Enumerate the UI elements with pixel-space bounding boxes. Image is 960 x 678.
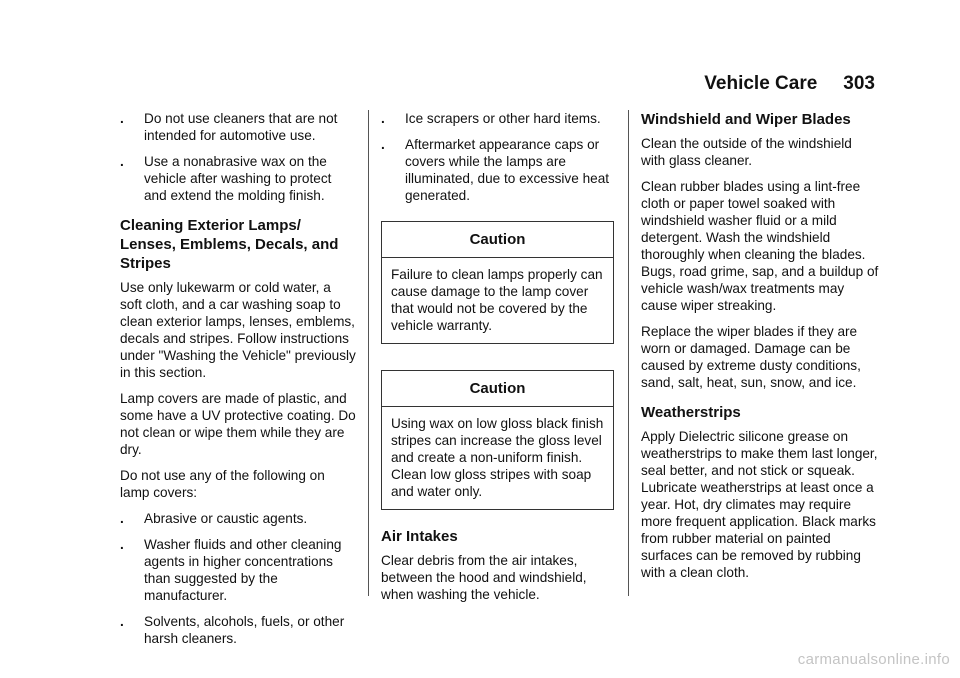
bullet-marker: . bbox=[120, 111, 124, 126]
bullet-marker: . bbox=[120, 154, 124, 169]
column-1 bbox=[120, 110, 356, 656]
list-item-text: Use a nonabrasive wax on the vehicle after washing to protect and extend the molding finish. bbox=[144, 154, 332, 203]
page-header bbox=[700, 73, 875, 95]
column-divider bbox=[368, 110, 369, 596]
caution-title: Caution bbox=[382, 222, 613, 258]
section-heading-weatherstrips: Weatherstrips bbox=[641, 404, 741, 421]
section-heading-exterior-lamps: Cleaning Exterior Lamps/ Lenses, Emblems, Decals, and Stripes bbox=[120, 217, 339, 272]
caution-text: Failure to clean lamps properly can cause damage to the lamp cover that would not be covered by the vehicle warranty. bbox=[391, 267, 603, 333]
section-heading-air-intakes: Air Intakes bbox=[381, 528, 458, 545]
list-item-text: Do not use cleaners that are not intended for automotive use. bbox=[144, 111, 338, 143]
list-item-text: Abrasive or caustic agents. bbox=[144, 511, 308, 526]
bullet-marker: . bbox=[120, 537, 124, 552]
list-item bbox=[381, 136, 613, 204]
bullet-marker: . bbox=[381, 137, 385, 152]
list-item bbox=[120, 153, 356, 204]
caution-box bbox=[381, 221, 614, 344]
bullet-marker: . bbox=[381, 111, 385, 126]
paragraph: Replace the wiper blades if they are worn or damaged. Damage can be caused by extreme dusty conditions, sand, salt, heat, sun, snow, and ice. bbox=[641, 324, 861, 390]
section-title: Vehicle Care bbox=[704, 73, 818, 94]
bullet-marker: . bbox=[120, 511, 124, 526]
page-number: 303 bbox=[843, 73, 875, 94]
paragraph: Clear debris from the air intakes, between the hood and windshield, when washing the vehicle. bbox=[381, 553, 587, 602]
list-item bbox=[120, 536, 356, 604]
bullet-marker: . bbox=[120, 614, 124, 629]
list-item-text: Ice scrapers or other hard items. bbox=[405, 111, 601, 126]
list-item bbox=[120, 510, 356, 527]
column-2 bbox=[381, 110, 613, 612]
paragraph: Clean rubber blades using a lint-free cloth or paper towel soaked with windshield washer fluid or a mild detergent. Wash the windshield thoroughly when cleaning the blades. Bugs, road grime, sap, and a buildup of vehicle wash/wax treatments may cause wiper streaking. bbox=[641, 179, 879, 313]
list-item-text: Washer fluids and other cleaning agents in higher concentrations than suggested by the manufacturer. bbox=[144, 537, 342, 603]
caution-title: Caution bbox=[382, 371, 613, 407]
list-item bbox=[120, 110, 356, 144]
caution-box bbox=[381, 370, 614, 510]
list-item bbox=[120, 613, 356, 647]
paragraph: Do not use any of the following on lamp covers: bbox=[120, 468, 325, 500]
paragraph: Use only lukewarm or cold water, a soft cloth, and a car washing soap to clean exterior lamps, lenses, emblems, decals and stripes. Follow instructions under "Washing the Vehicle" previously in this section. bbox=[120, 280, 356, 380]
paragraph: Lamp covers are made of plastic, and some have a UV protective coating. Do not clean or wipe them while they are dry. bbox=[120, 391, 356, 457]
caution-text: Using wax on low gloss black finish stripes can increase the gloss level and create a non-uniform finish. Clean low gloss stripes with soap and water only. bbox=[391, 416, 604, 499]
column-3 bbox=[641, 110, 879, 590]
section-heading-windshield: Windshield and Wiper Blades bbox=[641, 111, 851, 128]
list-item-text: Aftermarket appearance caps or covers while the lamps are illuminated, due to excessive heat generated. bbox=[405, 137, 610, 203]
list-item-text: Solvents, alcohols, fuels, or other harsh cleaners. bbox=[144, 614, 345, 646]
column-divider bbox=[628, 110, 629, 596]
watermark: carmanualsonline.info bbox=[797, 651, 950, 668]
paragraph: Apply Dielectric silicone grease on weatherstrips to make them last longer, seal better, and not stick or squeak. Lubricate weatherstrips at least once a year. Hot, dry climates may require more frequent application. Black marks from rubber material on painted surfaces can be removed by rubbing with a clean cloth. bbox=[641, 429, 878, 580]
list-item bbox=[381, 110, 613, 127]
paragraph: Clean the outside of the windshield with glass cleaner. bbox=[641, 136, 852, 168]
